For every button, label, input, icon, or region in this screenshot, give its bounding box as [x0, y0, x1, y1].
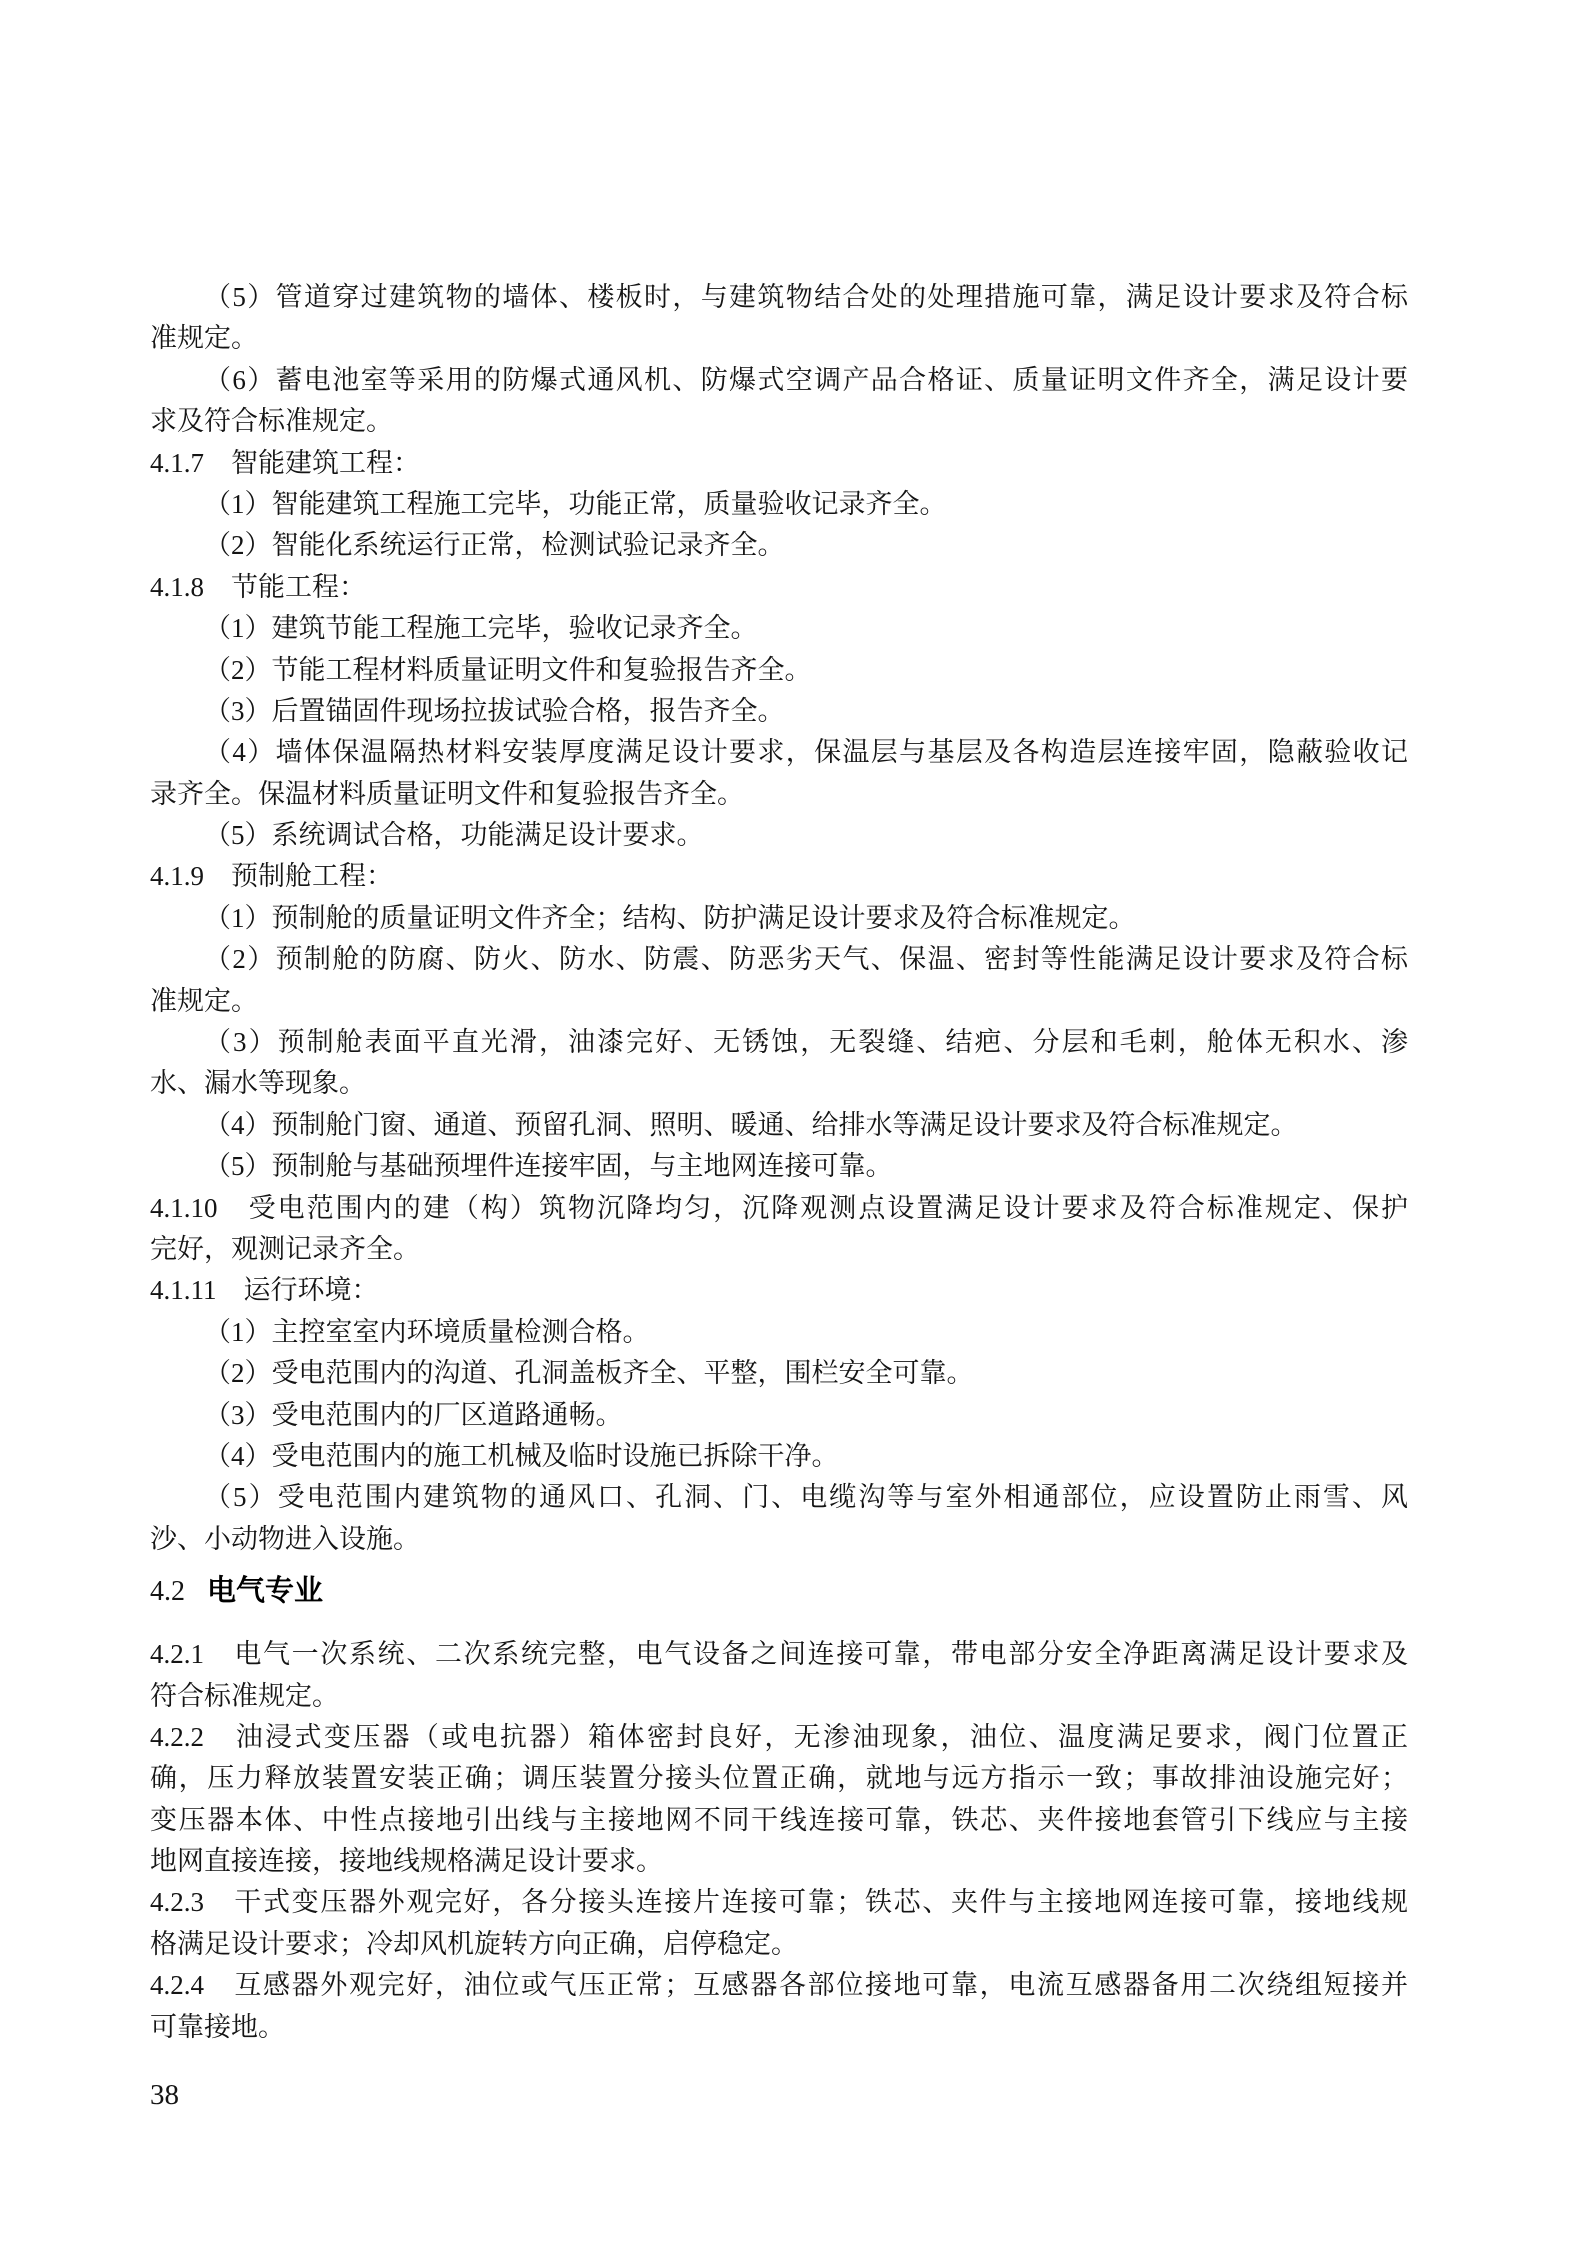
text-line: （3）后置锚固件现场拉拔试验合格，报告齐全。 — [204, 695, 785, 726]
text-line: 变压器本体、中性点接地引出线与主接地网不同干线连接可靠，铁芯、夹件接地套管引下线应与主接 — [150, 1804, 1408, 1835]
text-line: 准规定。 — [150, 985, 258, 1016]
clause-line: 4.1.11 运行环境： — [150, 1275, 379, 1306]
text-line: （4）预制舱门窗、通道、预留孔洞、照明、暖通、给排水等满足设计要求及符合标准规定。 — [204, 1109, 1298, 1140]
section-heading — [150, 1570, 1408, 1612]
text-line: （2）预制舱的防腐、防火、防水、防震、防恶劣天气、保温、密封等性能满足设计要求及符合标 — [204, 944, 1408, 975]
text-line: （4）墙体保温隔热材料安装厚度满足设计要求，保温层与基层及各构造层连接牢固，隐蔽验收记 — [204, 737, 1408, 768]
text-line: （2）节能工程材料质量证明文件和复验报告齐全。 — [204, 654, 812, 685]
text-line: 完好，观测记录齐全。 — [150, 1233, 420, 1264]
text-line: 地网直接连接，接地线规格满足设计要求。 — [150, 1846, 663, 1877]
text-line: （4）受电范围内的施工机械及临时设施已拆除干净。 — [204, 1440, 839, 1471]
text-line: （3）预制舱表面平直光滑，油漆完好、无锈蚀，无裂缝、结疤、分层和毛刺，舱体无积水、渗 — [204, 1027, 1408, 1058]
text-line: 格满足设计要求；冷却风机旋转方向正确，启停稳定。 — [150, 1928, 798, 1959]
text-line: （5）预制舱与基础预埋件连接牢固，与主地网连接可靠。 — [204, 1151, 893, 1182]
text-line: （5）管道穿过建筑物的墙体、楼板时，与建筑物结合处的处理措施可靠，满足设计要求及符合标 — [204, 282, 1408, 312]
clause-line: 4.1.9 预制舱工程： — [150, 861, 393, 892]
page-number: 38 — [150, 2079, 179, 2111]
text-line: （1）主控室室内环境质量检测合格。 — [204, 1316, 650, 1347]
text-line: 可靠接地。 — [150, 2011, 285, 2042]
clause-line: 4.2.1 电气一次系统、二次系统完整，电气设备之间连接可靠，带电部分安全净距离满足设计要求及 — [150, 1639, 1408, 1670]
text-line: （3）受电范围内的厂区道路通畅。 — [204, 1399, 623, 1430]
text-line: 水、漏水等现象。 — [150, 1068, 366, 1099]
clause-line: 4.1.10 受电范围内的建（构）筑物沉降均匀，沉降观测点设置满足设计要求及符合标准规定、保护 — [150, 1192, 1408, 1223]
text-line: 求及符合标准规定。 — [150, 406, 393, 437]
text-line: （5）受电范围内建筑物的通风口、孔洞、门、电缆沟等与室外相通部位，应设置防止雨雪、风 — [204, 1482, 1408, 1513]
text-line: 准规定。 — [150, 323, 258, 354]
text-line: 沙、小动物进入设施。 — [150, 1523, 420, 1554]
clause-line: 4.2.3 干式变压器外观完好，各分接头连接片连接可靠；铁芯、夹件与主接地网连接可靠，接地线规 — [150, 1887, 1408, 1918]
clause-line: 4.2.2 油浸式变压器（或电抗器）箱体密封良好，无渗油现象，油位、温度满足要求，阀门位置正 — [150, 1721, 1408, 1752]
section-heading-title: 电气专业 — [207, 1575, 324, 1608]
text-line: （1）预制舱的质量证明文件齐全；结构、防护满足设计要求及符合标准规定。 — [204, 902, 1136, 933]
section-heading-number: 4.2 — [150, 1576, 185, 1608]
text-line: （2）智能化系统运行正常，检测试验记录齐全。 — [204, 530, 785, 561]
clause-line: 4.2.4 互感器外观完好，油位或气压正常；互感器各部位接地可靠，电流互感器备用二次绕组短接并 — [150, 1970, 1408, 2001]
clause-line: 4.1.7 智能建筑工程： — [150, 447, 420, 478]
text-line: （5）系统调试合格，功能满足设计要求。 — [204, 820, 704, 851]
text-line: （6）蓄电池室等采用的防爆式通风机、防爆式空调产品合格证、质量证明文件齐全，满足设计要 — [204, 364, 1408, 395]
text-line: （1）智能建筑工程施工完毕，功能正常，质量验收记录齐全。 — [204, 488, 947, 519]
clause-line: 4.1.8 节能工程： — [150, 571, 366, 602]
text-line: 符合标准规定。 — [150, 1680, 339, 1711]
text-line: （1）建筑节能工程施工完毕，验收记录齐全。 — [204, 613, 758, 644]
text-line: （2）受电范围内的沟道、孔洞盖板齐全、平整，围栏安全可靠。 — [204, 1358, 974, 1389]
text-line: 录齐全。保温材料质量证明文件和复验报告齐全。 — [150, 778, 744, 809]
document-body — [150, 277, 1408, 2048]
text-line: 确，压力释放装置安装正确；调压装置分接头位置正确，就地与远方指示一致；事故排油设施完好； — [150, 1763, 1408, 1794]
